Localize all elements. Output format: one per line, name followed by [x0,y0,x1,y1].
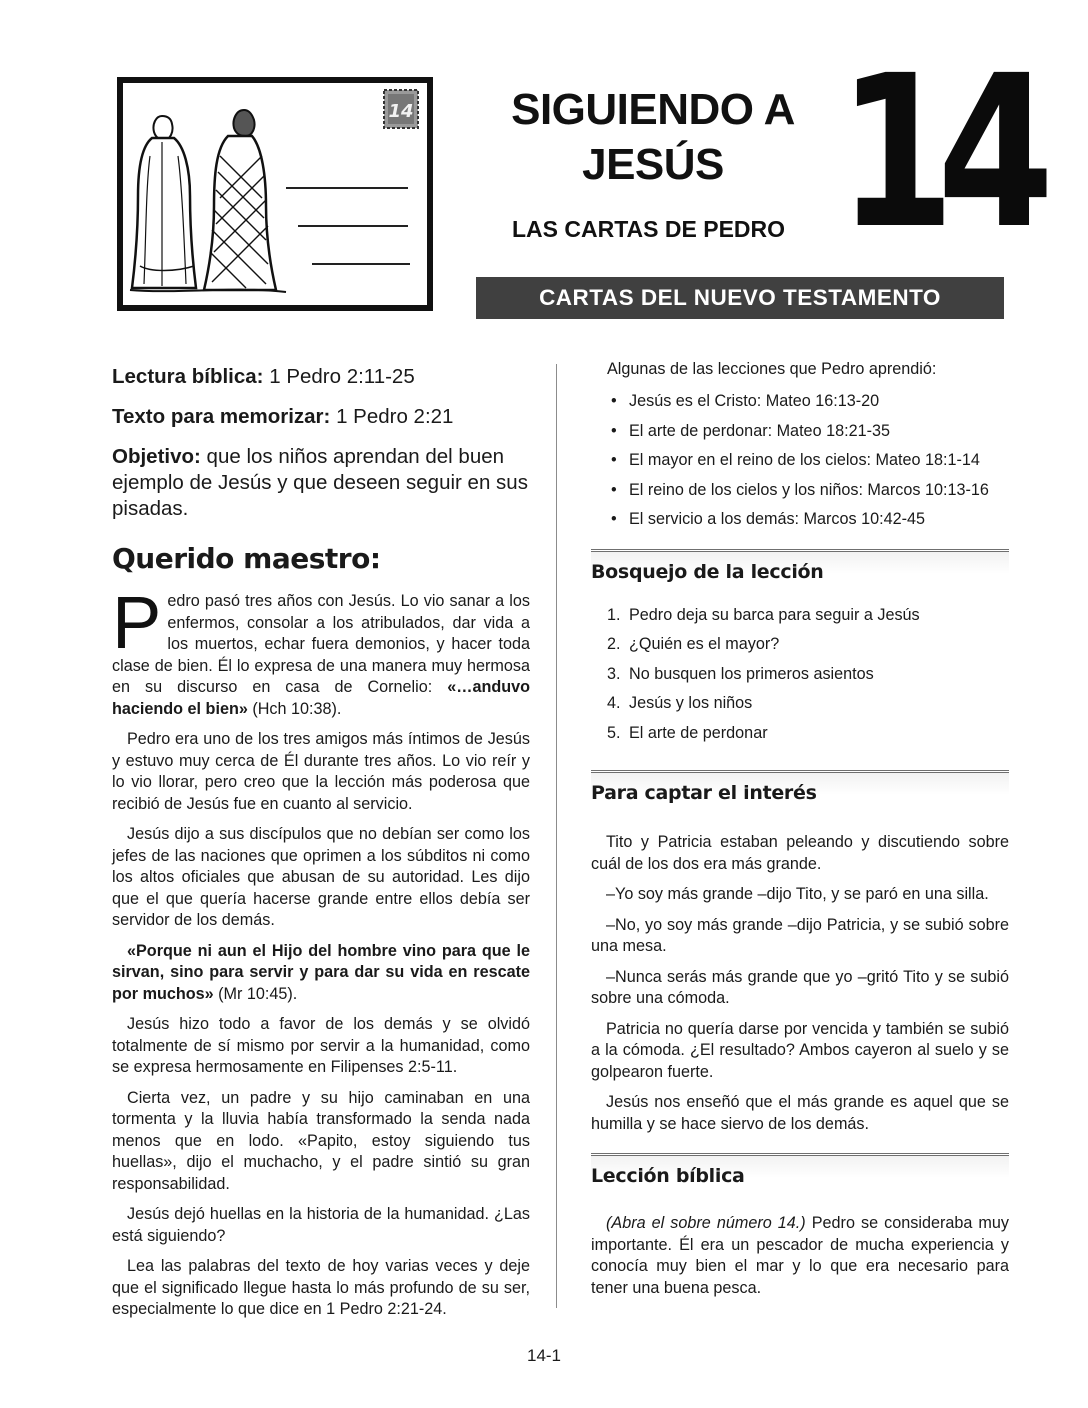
paragraph [112,581,530,720]
paragraph: Jesús nos enseñó que el más grande es aquel que se humilla y se hace siervo de los demás. [591,1093,1009,1133]
quote: «Porque ni aun el Hijo del hombre vino para que le sirvan, sino para servir y para dar su vida en rescate por muchos» [112,941,530,1003]
bible-lesson-heading: Lección bíblica [591,1153,1009,1193]
envelope-illustration [116,76,434,312]
memory-verse-label: Texto para memorizar: [112,405,331,428]
list-item [591,630,1009,660]
page-number: 14-1 [526,1346,562,1365]
objective [112,444,530,522]
list-item [591,601,1009,631]
lesson-subtitle: LAS CARTAS DE PEDRO [512,216,786,242]
objective-label: Objetivo: [112,445,201,468]
bible-reading-label: Lectura bíblica: [112,365,264,388]
stamp-number: 14 [388,101,414,122]
paragraph: Lea las palabras del texto de hoy varias veces y deje que el significado llegue hasta lo más profundo de su ser, especialmente lo que dice en 1 Pedro 2:21-24. [112,1257,530,1318]
item-number: 4. [607,694,621,712]
right-column [591,360,1009,1308]
reference: (Mr 10:45). [218,984,298,1003]
paragraph-text: Pedro se consideraba muy importante. Él era un pescador de mucha experiencia y conocía muy bien el mar y lo que era necesario para tener una buena pesca. [591,1214,1009,1297]
paragraph: –Nunca serás más grande que yo –gritó Tito y se subió sobre una cómoda. [591,967,1009,1007]
lessons-intro: Algunas de las lecciones que Pedro aprendió: [607,360,937,378]
paragraph-text: edro pasó tres años con Jesús. Lo vio sanar a los enfermos, consolar a los atribulados, dar vida a los muertos, echar fuera demonios, y hacer toda clase de bien. Él lo expresa de una manera muy hermosa en su discurso en casa de Cornelio: [112,592,530,696]
list-item: • El arte de perdonar: Mateo 18:21-35 [591,417,1009,447]
reference: (Hch 10:38). [252,699,342,718]
outline-heading: Bosquejo de la lección [591,549,1009,589]
item-number: 1. [607,605,621,624]
teacher-heading: Querido maestro: [112,542,381,575]
interest-heading: Para captar el interés [591,770,1009,810]
paragraph: Pedro era uno de los tres amigos más íntimos de Jesús y estuvo muy cerca de Él durante tres años. Lo vio reír y lo vio llorar, pero creo que la lección más poderosa que recibió de Jesús fue en cuanto al servicio. [112,730,530,813]
teacher-letter [112,581,530,1321]
item-text: El arte de perdonar [629,723,768,742]
bible-lesson [591,1213,1009,1299]
paragraph: –No, yo soy más grande –dijo Patricia, y se subió sobre una mesa. [591,915,1009,955]
paragraph [591,1213,1009,1299]
paragraph: –Yo soy más grande –dijo Tito, y se paró en una silla. [606,885,989,903]
memory-verse-value: 1 Pedro 2:21 [336,405,454,428]
paragraph: Jesús dijo a sus discípulos que no debían ser como los jefes de las naciones que oprimen a los súbditos ni como los altos oficiales que abusan de su autoridad. Les dijo que el que quería hacerse grande entre ellos debía ser servidor de los demás. [112,825,530,929]
list-item [591,660,1009,690]
item-text: No busquen los primeros asientos [629,664,874,683]
item-text: Pedro deja su barca para seguir a Jesús [629,605,920,624]
paragraph: Jesús dejó huellas en la historia de la humanidad. ¿Las está siguiendo? [112,1205,530,1245]
quote: «…anduvo haciendo el bien» [112,678,530,718]
interest-story [591,832,1009,1135]
lesson-title [478,82,828,192]
list-item: • Jesús es el Cristo: Mateo 16:13-20 [591,387,1009,417]
list-item [591,719,1009,749]
item-number: 5. [607,723,621,742]
list-item: • El mayor en el reino de los cielos: Mateo 18:1-14 [591,446,1009,476]
list-item: • El reino de los cielos y los niños: Marcos 10:13-16 [591,476,1009,506]
item-number: 2. [607,635,621,653]
item-text: ¿Quién es el mayor? [629,635,780,653]
paragraph: Cierta vez, un padre y su hijo caminaban en una tormenta y la lluvia había transformado la senda nada menos que en lodo. «Papito, estoy siguiendo tus huellas», dijo el muchacho, y el padre sintió su gran responsabilidad. [112,1088,530,1193]
bible-reading [112,364,530,390]
drop-cap: P [112,581,162,664]
instruction: (Abra el sobre número 14.) [606,1214,806,1232]
objective-value: que los niños aprendan del buen ejemplo de Jesús y que deseen seguir en sus pisadas. [112,445,528,520]
paragraph: Tito y Patricia estaban peleando y discutiendo sobre cuál de los dos era más grande. [591,833,1009,873]
bible-reading-value: 1 Pedro 2:11-25 [269,365,415,388]
memory-verse [112,404,530,430]
item-text: Jesús y los niños [629,694,753,712]
paragraph: Jesús hizo todo a favor de los demás y se olvidó totalmente de sí mismo por servir a la humanidad, como se expresa hermosamente en Filipenses 2:5-11. [112,1015,530,1076]
scripture-quote [112,941,530,1006]
item-number: 3. [607,664,621,683]
paragraph: Patricia no quería darse por vencida y también se subió a la cómoda. ¿El resultado? Ambos cayeron al suelo y se golpearon fuerte. [591,1019,1009,1081]
column-divider [556,364,557,1308]
lessons-list [591,387,1009,535]
title-line-2: JESÚS [582,140,724,189]
outline-list [591,601,1009,749]
list-item [591,689,1009,719]
lesson-number: 14 [838,30,1037,275]
title-line-1: SIGUIENDO A [511,85,795,134]
series-banner: CARTAS DEL NUEVO TESTAMENTO [476,277,1004,319]
list-item: • El servicio a los demás: Marcos 10:42-45 [591,505,1009,535]
left-column [112,364,530,1330]
